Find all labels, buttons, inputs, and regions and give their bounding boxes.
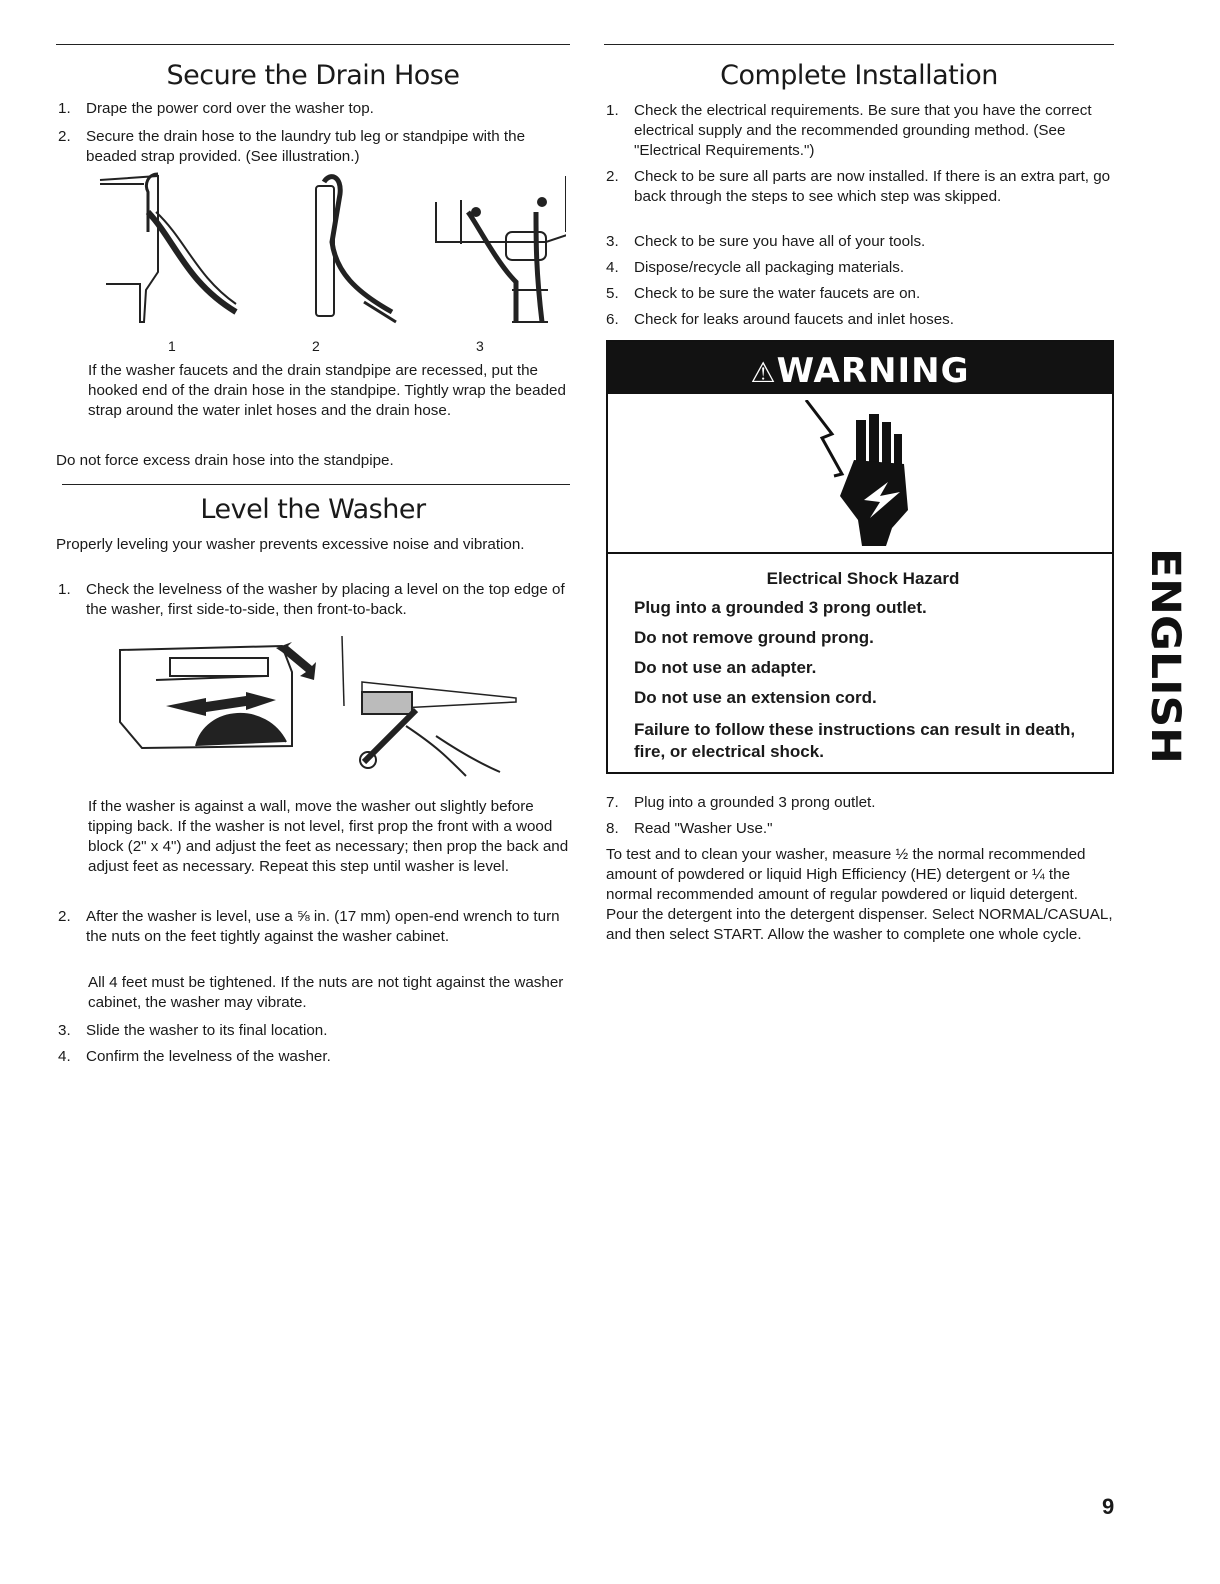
- level-arrow: [166, 692, 276, 716]
- section-title-level: Level the Washer: [200, 494, 426, 525]
- warning-line-4: Do not use an extension cord.: [634, 688, 877, 707]
- recessed-note: If the washer faucets and the drain standpipe are recessed, put the hooked end of the drain hose in the standpipe. Tightly wrap the beaded strap around the water inlet hoses and the drain hose.: [88, 362, 566, 419]
- rule-level: [62, 484, 570, 485]
- complete-step-4: 4. Dispose/recycle all packaging materials.: [606, 259, 905, 276]
- complete-step-3: 3. Check to be sure you have all of your tools.: [606, 233, 926, 250]
- warning-line-3: Do not use an adapter.: [634, 658, 817, 677]
- warning-line-1: Plug into a grounded 3 prong outlet.: [634, 598, 927, 617]
- page-number: 9: [1102, 1494, 1115, 1519]
- warning-triangle-icon: ⚠: [750, 356, 777, 389]
- drain-step-1: 1. Drape the power cord over the washer top.: [58, 100, 374, 117]
- wall-note: If the washer is against a wall, move the washer out slightly before tipping back. If the washer is not level, first prop the front with a wood block (2" x 4") and adjust the feet as necessary; then prop the back and adjust feet as necessary. Repeat this step until washer is level.: [88, 798, 569, 875]
- complete-step-6: 6. Check for leaks around faucets and inlet hoses.: [606, 311, 954, 328]
- no-force-note: Do not force excess drain hose into the standpipe.: [56, 452, 394, 469]
- warning-banner: ⚠WARNING: [608, 342, 1112, 394]
- complete-step-8: 8. Read "Washer Use.": [606, 820, 773, 837]
- level-step-3: 3. Slide the washer to its final location.: [58, 1022, 328, 1039]
- drain-hose-illustration: [96, 172, 566, 330]
- fig-label-2: 2: [312, 338, 320, 354]
- complete-step-5: 5. Check to be sure the water faucets are on.: [606, 285, 921, 302]
- drain-step-2: 2. Secure the drain hose to the laundry tub leg or standpipe with the beaded strap provided. (See illustration.): [58, 128, 526, 165]
- warning-line-2: Do not remove ground prong.: [634, 628, 874, 647]
- section-title-drain: Secure the Drain Hose: [166, 60, 460, 91]
- warning-separator: [608, 552, 1112, 554]
- fig-label-1: 1: [168, 338, 176, 354]
- level-illustration: [116, 636, 536, 786]
- test-note: To test and to clean your washer, measure ½ the normal recommended amount of powdered or liquid High Efficiency (HE) detergent or ¼ the normal recommended amount of regular powdered or liquid detergent. Pour the detergent into the detergent dispenser. Select NORMAL/CASUAL, and then select START. Allow the washer to complete one whole cycle.: [606, 846, 1113, 943]
- fig-label-3: 3: [476, 338, 484, 354]
- level-step-4: 4. Confirm the levelness of the washer.: [58, 1048, 331, 1065]
- english-side-tab: [1140, 548, 1192, 764]
- warning-line-5: Failure to follow these instructions can result in death, fire, or electrical shock.: [634, 720, 1076, 761]
- level-step-2: 2. After the washer is level, use a ⅝ in. (17 mm) open-end wrench to turn the nuts on the feet tightly against the washer cabinet.: [58, 908, 560, 945]
- hazard-title: Electrical Shock Hazard: [766, 569, 960, 588]
- complete-step-2: 2. Check to be sure all parts are now installed. If there is an extra part, go back through the steps to see which step was skipped.: [606, 168, 1111, 205]
- top-rule-right: [604, 44, 1114, 45]
- level-step-1: 1. Check the levelness of the washer by placing a level on the top edge of the washer, first side-to-side, then front-to-back.: [58, 581, 565, 618]
- shock-hazard-icon: [796, 400, 926, 548]
- complete-step-1: 1. Check the electrical requirements. Be sure that you have the correct electrical supply and the recommended grounding method. (See "Electrical Requirements."): [606, 102, 1092, 159]
- section-title-complete: Complete Installation: [720, 60, 998, 91]
- tighten-note: All 4 feet must be tightened. If the nuts are not tight against the washer cabinet, the washer may vibrate.: [88, 974, 564, 1011]
- level-intro: Properly leveling your washer prevents excessive noise and vibration.: [56, 536, 525, 553]
- side-tab-label: ENGLISH: [1142, 548, 1188, 745]
- warning-box: [606, 340, 1114, 774]
- front-back-arrow: [276, 642, 316, 680]
- complete-step-7: 7. Plug into a grounded 3 prong outlet.: [606, 794, 876, 811]
- top-rule-left: [56, 44, 570, 45]
